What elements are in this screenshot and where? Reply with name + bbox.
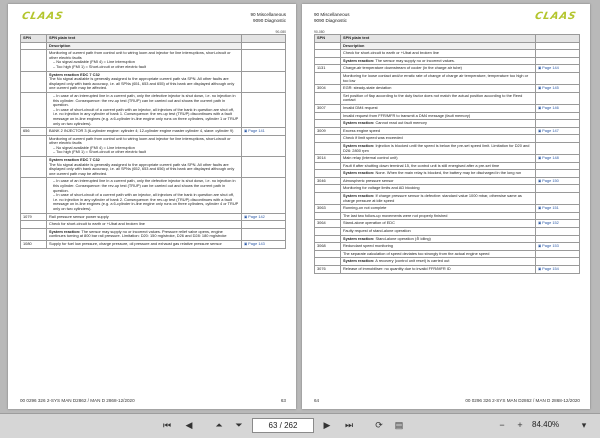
page-header — [302, 8, 590, 34]
desc-list-item: – In case of short-circuit of a current path with an injector, all injectors of the bank in question are shut off, i.e. no injection in any cylinder of bank 1. Consequence: the rev-up test (TRUP) discontinues with a fault message on in-line engines (e.g. a 6-cylinder in-line engine only runs on three cylinders, cylinder 1 or TRUP only on two cylinders). — [53, 106, 239, 126]
description-cell — [47, 221, 242, 229]
spn-title: Stand-alone operation of EDC — [341, 220, 536, 228]
page-footer-doc: 00 0296 326 2-SYS MAN D2862 / MAN D 2868-12/2020 — [465, 398, 580, 403]
spn-number: 3014 — [315, 155, 341, 163]
desc-text: Injection is blocked until the speed is below the pre-set speed limit. Limitation for D20 and D26: 2800 rpm — [343, 142, 530, 153]
table-row — [21, 221, 286, 229]
desc-list-item: – Too high (FMI 1) = Short-circuit or other electric fault — [53, 149, 147, 155]
brand-logo: CLAAS — [20, 11, 65, 22]
description-cell — [47, 178, 242, 213]
system-reaction-label: System reaction: — [49, 228, 81, 234]
page-header — [8, 8, 296, 34]
page-link[interactable]: ▣ Page 150 — [538, 178, 559, 183]
table-row — [315, 228, 580, 236]
table-row — [315, 120, 580, 128]
table-row — [21, 213, 286, 221]
system-reaction-label: System reaction: — [343, 57, 375, 63]
page-link[interactable]: ▣ Page 147 — [538, 128, 559, 133]
description-cell: Check if limit speed was exceeded — [341, 135, 536, 143]
column-header-plain-text: SPN plain text — [47, 35, 242, 43]
desc-list-item: – In case of short-circuit of a current path with an injector, all injectors of the bank in question are shut off, i.e. no injection in any cylinder of bank 2. Consequence: the rev-up test (TRUP) discontinues with a fault message on in-line engines (e.g. a 6-cylinder in-line engine only runs on three cylinders, cylinder 4 or TRUP only on two cylinders). — [53, 192, 239, 211]
description-cell: Faulty request of stand-alone operation — [341, 228, 536, 236]
desc-list-item: – In case of an interrupted line in a current path, only the defective injector is shut down, i.e. no injection in this cylinder. Consequence: the rev-up test (TRUP) can be carried out and shows the current path in question. — [53, 92, 236, 108]
rotate-icon[interactable]: ⟳ — [375, 420, 383, 430]
description-cell — [47, 92, 242, 127]
page-footer-doc: 00 0296 326 2-SYS MAN D2862 / MAN D 2868-12/2020 — [20, 398, 135, 403]
column-header-plain-text: SPN plain text — [341, 35, 536, 43]
table-header-row — [21, 35, 286, 43]
view-mode-icon[interactable]: ▤ — [394, 420, 404, 430]
spn-title: EGR: steady-state deviation — [341, 85, 536, 93]
table-row — [315, 185, 580, 193]
header-section-line1: 90 Miscellaneous — [250, 12, 286, 17]
page-link[interactable]: ▣ Page 151 — [538, 205, 559, 210]
table-row — [315, 243, 580, 251]
table-row — [21, 228, 286, 240]
page-link[interactable]: ▣ Page 141 — [244, 128, 265, 133]
spn-number: 3009 — [315, 127, 341, 135]
table-row — [315, 155, 580, 163]
description-cell: Fault if after shutting down terminal 15, the control unit is still energised after a pre-set time — [341, 162, 536, 170]
table-row — [315, 235, 580, 243]
desc-list-item: – Too high (FMI 1) = Short-circuit or other electric fault — [53, 63, 147, 69]
system-reaction-heading: System reaction EDC 7 C32 — [49, 71, 100, 77]
table-row — [21, 50, 286, 71]
table-row — [315, 65, 580, 73]
page-link[interactable]: ▣ Page 154 — [538, 266, 559, 271]
table-row — [315, 220, 580, 228]
table-row — [315, 135, 580, 143]
document-page-left — [8, 4, 296, 409]
table-row — [315, 112, 580, 120]
system-reaction-label: System reaction: — [343, 258, 375, 264]
description-cell — [47, 135, 242, 156]
desc-text: The sensor may supply no or incorrect values. Pressure relief valve opens, engine continues turning at 800 bar rail pressure. Limitation: D20: 150 mg/stroke, D26 and D28: 180 mg/stroke — [49, 228, 227, 239]
description-cell: The last two follow-up movements were not properly finished — [341, 212, 536, 220]
column-header-spn: SPN — [21, 35, 47, 43]
description-cell — [47, 228, 242, 240]
page-link[interactable]: ▣ Page 146 — [538, 105, 559, 110]
doc-code: 90-080 — [314, 30, 325, 34]
page-link[interactable]: ▣ Page 148 — [538, 155, 559, 160]
spn-number: 3007 — [315, 104, 341, 112]
spn-title: Atmospheric pressure sensor — [341, 177, 536, 185]
desc-text: The No signal available is generally assigned to the appropriate current path via SPN. All other faults are displayed only with bank accuracy, i.e. all SPNs (652, 653 and 656) of this bank are displayed although only one current path may be affected. — [49, 161, 235, 176]
spn-title: Main relay (internal control unit) — [341, 155, 536, 163]
system-reaction-label: System reaction: — [343, 235, 375, 241]
spn-title: Excess engine speed — [341, 127, 536, 135]
column-header-ref — [242, 35, 286, 43]
system-reaction-heading: System reaction EDC 7 C32 — [49, 157, 100, 163]
header-section-line1: 90 Miscellaneous — [314, 12, 350, 17]
table-row — [315, 57, 580, 65]
header-section-line2: 9090 Diagnostic — [253, 17, 286, 23]
spn-number: 1080 — [21, 240, 47, 248]
desc-text: None. When the main relay is blocked, the battery may be discharged in the long run — [375, 170, 522, 176]
system-reaction-label: System reaction: — [343, 170, 375, 176]
last-page-icon[interactable]: ⏭ — [344, 420, 354, 430]
previous-page-icon[interactable]: ◀ — [185, 420, 193, 430]
description-cell: Set position of flap according to the duty factor does not match the actual position according to the Reed contact — [341, 92, 536, 104]
spn-number: 1131 — [315, 65, 341, 73]
header-section-line2: 9090 Diagnostic — [314, 17, 347, 23]
desc-text: The sensor may supply no or incorrect values. — [375, 57, 455, 63]
table-row — [315, 142, 580, 154]
desc-text: The No signal available is generally assigned to the appropriate current path via SPN. All other faults are displayed only with bank accuracy, i.e. all SPNs (651, 653 and 655) of this bank are displayed although only one current path may be affected. — [49, 76, 235, 91]
spn-title: Rail pressure sensor power supply — [47, 213, 242, 221]
page-number: 63 — [280, 398, 286, 403]
table-row — [315, 212, 580, 220]
description-cell — [341, 193, 536, 205]
page-up-icon[interactable]: ⏶ — [215, 420, 223, 430]
spn-number: 656 — [21, 128, 47, 136]
spn-number: 3064 — [315, 220, 341, 228]
description-cell: Invalid request from FFR/MFR to transmit a DM4 message (fault memory) — [341, 112, 536, 120]
table-row — [315, 170, 580, 178]
viewer-toolbar — [0, 413, 600, 438]
table-row — [315, 205, 580, 213]
description-cell — [341, 235, 536, 243]
table-row — [315, 177, 580, 185]
column-header-ref — [536, 35, 580, 43]
description-cell — [341, 120, 536, 128]
table-row — [21, 157, 286, 178]
doc-code: 90-080 — [275, 30, 286, 34]
table-row — [315, 104, 580, 112]
table-row — [315, 162, 580, 170]
table-row — [315, 266, 580, 274]
next-page-icon[interactable]: ▶ — [323, 420, 331, 430]
desc-text: Check for short-circuit to earth or +Ubat and broken line — [49, 221, 145, 227]
column-header-description: Description — [341, 42, 536, 50]
spn-number: 3063 — [315, 205, 341, 213]
zoom-in-icon[interactable]: + — [517, 420, 523, 430]
desc-text: If charge pressure sensor is defective: standard value 1000 mbar, otherwise same as charge pressure at idle speed — [343, 193, 522, 203]
desc-list-item: – No signal available (FMI 4) = Line interruption — [53, 59, 135, 65]
system-reaction-label: System reaction: — [343, 120, 375, 126]
table-row — [21, 71, 286, 92]
spn-title: Supply for fuel low pressure, charge pressure, oil pressure and exhaust gas relative pressure sensor — [47, 240, 242, 248]
spn-title: Release of immobiliser: no quantity due to invalid FFR/MFR ID — [341, 266, 536, 274]
table-row — [21, 178, 286, 213]
table-subheader-row — [315, 42, 580, 50]
page-down-icon[interactable]: ⏷ — [235, 420, 243, 430]
table-row — [315, 127, 580, 135]
table-row — [315, 85, 580, 93]
description-cell — [341, 142, 536, 154]
spn-number: 3068 — [315, 243, 341, 251]
table-row — [21, 135, 286, 156]
page-link[interactable]: ▣ Page 142 — [244, 214, 265, 219]
brand-logo: CLAAS — [533, 11, 578, 22]
table-row — [315, 193, 580, 205]
page-link[interactable]: ▣ Page 152 — [538, 220, 559, 225]
spn-title: Invalid DM4 request — [341, 104, 536, 112]
spn-title: Charge-air temperature downstream of cooler (in the charge air tube) — [341, 65, 536, 73]
desc-text: A recovery (control unit reset) is carried out — [375, 258, 450, 264]
spn-number: 3046 — [315, 177, 341, 185]
description-cell — [47, 71, 242, 92]
system-reaction-label: System reaction: — [343, 142, 375, 148]
zoom-out-icon[interactable]: − — [499, 420, 505, 430]
desc-text: Monitoring of current path from control unit to wiring loom and injector for line interruptions, short-circuit or other electric faults — [49, 50, 231, 60]
table-row — [21, 128, 286, 136]
spn-number: 3076 — [315, 266, 341, 274]
spn-title: Redundant speed monitoring — [341, 243, 536, 251]
table-header-row — [315, 35, 580, 43]
desc-text: Cannot read out fault memory — [375, 120, 427, 126]
document-page-right — [302, 4, 590, 409]
table-subheader-row — [21, 42, 286, 50]
description-cell: Monitoring for loose contact and/or erratic rate of change of charge air temperature, temperature too high or too low — [341, 72, 536, 84]
spn-number: 3004 — [315, 85, 341, 93]
column-header-description: Description — [47, 42, 242, 50]
page-link[interactable]: ▣ Page 153 — [538, 243, 559, 248]
zoom-level[interactable]: 84.40% — [532, 420, 560, 429]
page-link[interactable]: ▣ Page 143 — [244, 241, 265, 246]
desc-text: Stand-alone operation (≙ idling) — [375, 235, 431, 241]
spn-table-right — [314, 34, 580, 274]
desc-list-item: – No signal available (FMI 4) = Line interruption — [53, 144, 135, 150]
description-cell — [341, 170, 536, 178]
table-row — [315, 50, 580, 58]
spn-title: Running-on not complete — [341, 205, 536, 213]
first-page-icon[interactable]: ⏮ — [162, 420, 172, 430]
description-cell — [47, 157, 242, 178]
header-section — [314, 12, 350, 23]
spn-number: 1079 — [21, 213, 47, 221]
description-cell — [341, 57, 536, 65]
desc-text: Monitoring of current path from control unit to wiring loom and injector for line interruptions, short-circuit or other electric faults — [49, 135, 231, 146]
page-number: 64 — [314, 398, 320, 403]
page-link[interactable]: ▣ Page 144 — [538, 65, 559, 70]
description-cell: Monitoring for voltage limits and AD blocking — [341, 185, 536, 193]
table-row — [315, 250, 580, 258]
table-row — [315, 258, 580, 266]
table-row — [21, 240, 286, 248]
zoom-dropdown-icon[interactable]: ▾ — [581, 420, 587, 430]
description-cell: Check for short-circuit to earth or +Ubat and broken line — [341, 50, 536, 58]
spn-table-left — [20, 34, 286, 249]
description-cell — [47, 50, 242, 71]
table-row — [315, 72, 580, 84]
table-row — [315, 92, 580, 104]
description-cell — [341, 258, 536, 266]
desc-list-item: – In case of an interrupted line in a current path, only the defective injector is shut down, i.e. no injection in this cylinder. Consequence: the rev-up test (TRUP) can be carried out and shows the current path in question. — [53, 178, 236, 193]
page-number-input[interactable]: 63 / 262 — [252, 418, 314, 433]
description-cell: The separate calculation of speed deviates too strongly from the actual engine speed — [341, 250, 536, 258]
header-section — [251, 12, 287, 23]
spn-title: BANK 2 INJECTOR 3 (6-cylinder engine: cylinder 4; 12-cylinder engine master cylinder 4, slave: cylinder 9) — [47, 128, 242, 136]
column-header-spn: SPN — [315, 35, 341, 43]
page-link[interactable]: ▣ Page 145 — [538, 85, 559, 90]
system-reaction-label: System reaction: — [343, 193, 375, 199]
table-row — [21, 92, 286, 127]
